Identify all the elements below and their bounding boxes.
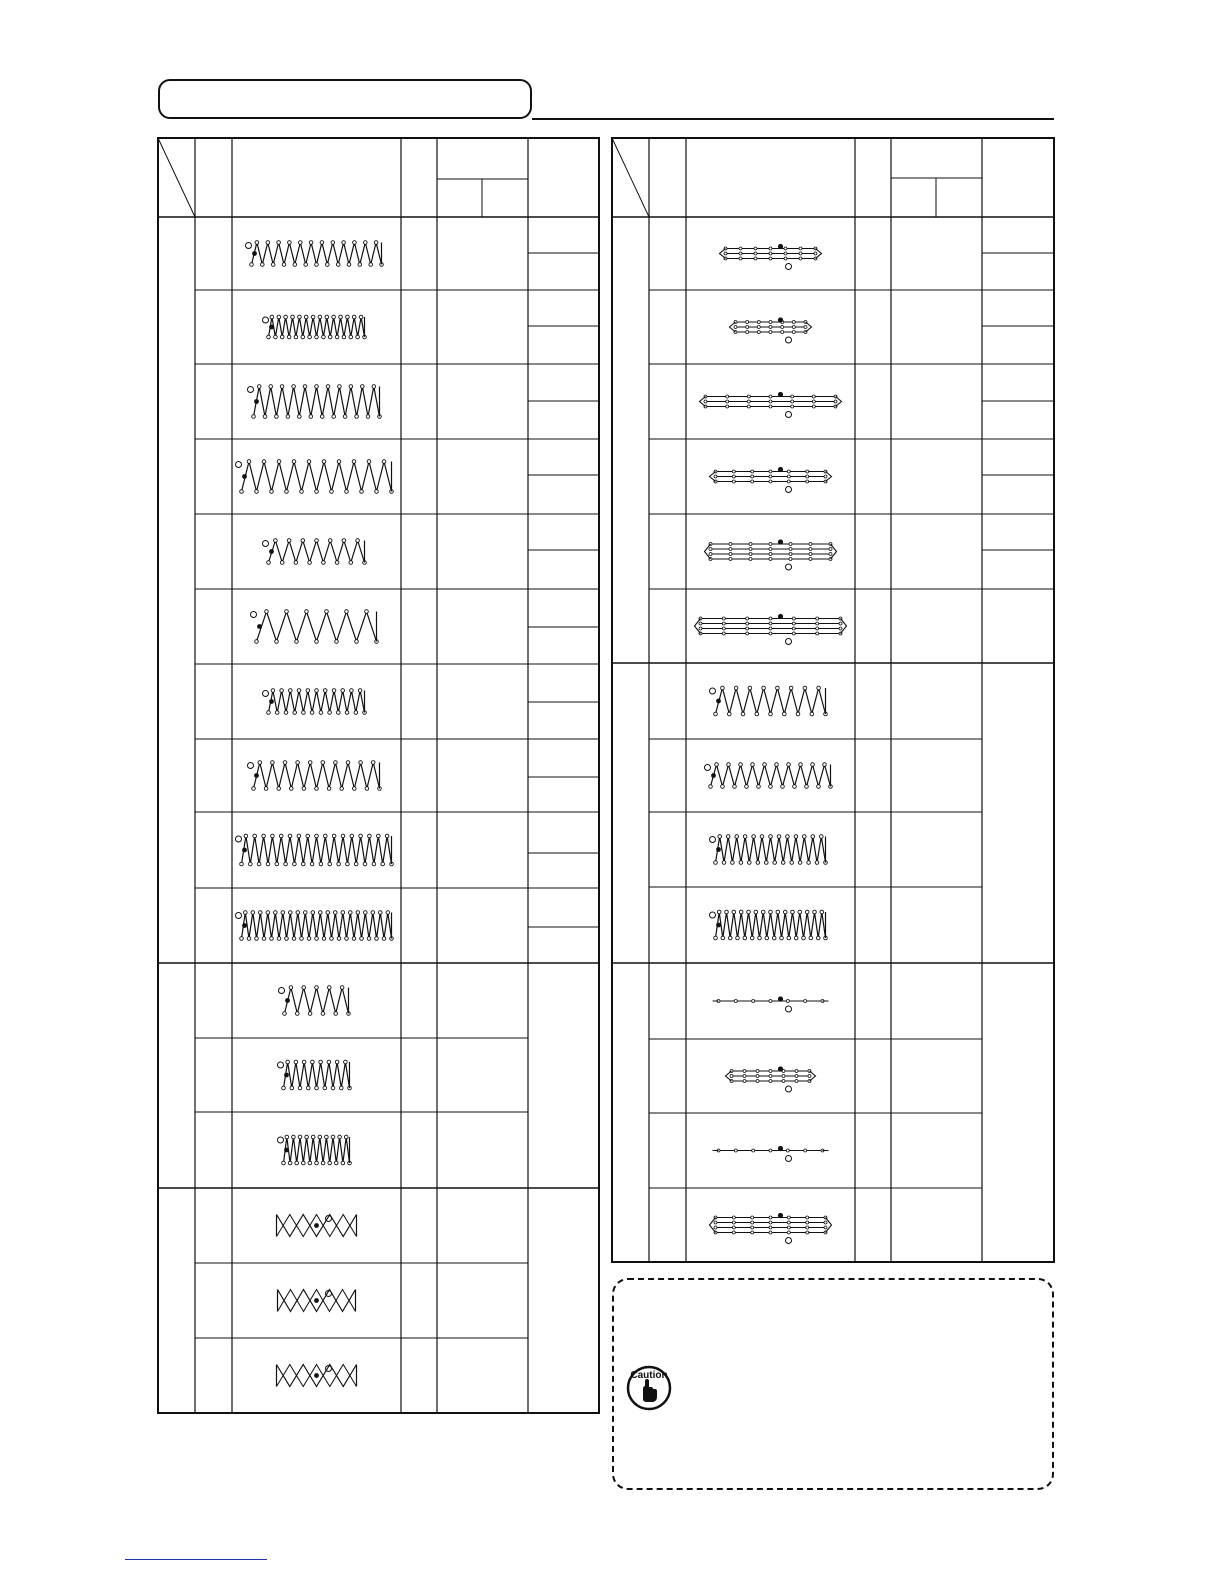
stitch-pattern-right-4 <box>710 467 832 493</box>
stitch-pattern-right-7 <box>710 686 828 716</box>
stitch-pattern-left-14 <box>277 1215 357 1237</box>
left-header-diagonal <box>158 138 195 217</box>
stitch-pattern-right-14 <box>710 1213 832 1244</box>
footer-link-underline[interactable] <box>125 1559 267 1560</box>
stitch-pattern-right-3 <box>700 392 842 418</box>
left-table-frame <box>158 138 599 1413</box>
stitch-pattern-left-11 <box>279 986 351 1016</box>
stitch-pattern-right-8 <box>705 763 833 789</box>
stitch-pattern-right-5 <box>705 539 837 570</box>
stitch-pattern-left-5 <box>263 539 367 565</box>
stitch-pattern-left-4 <box>236 460 394 494</box>
stitch-pattern-right-11 <box>713 996 829 1012</box>
stitch-pattern-left-13 <box>278 1135 352 1165</box>
right-table-frame <box>612 138 1054 1262</box>
stitch-pattern-right-1 <box>720 244 822 270</box>
stitch-pattern-left-2 <box>263 315 367 339</box>
left-pattern-table <box>158 138 599 1413</box>
stitch-pattern-left-10 <box>236 911 394 941</box>
stitch-pattern-left-8 <box>248 761 382 791</box>
stitch-pattern-right-10 <box>710 910 828 940</box>
stitch-pattern-left-7 <box>263 689 367 715</box>
caution-hand-icon <box>626 1365 672 1411</box>
stitch-pattern-left-6 <box>251 610 379 644</box>
stitch-pattern-left-12 <box>278 1060 352 1090</box>
right-header-diagonal <box>612 138 649 217</box>
caution-icon-label: Caution <box>630 1370 668 1381</box>
stitch-pattern-right-9 <box>710 835 828 865</box>
stitch-pattern-right-12 <box>726 1066 816 1092</box>
stitch-pattern-left-3 <box>248 385 382 419</box>
stitch-pattern-right-13 <box>713 1146 829 1162</box>
stitch-pattern-left-16 <box>277 1365 357 1387</box>
right-pattern-table <box>612 138 1054 1262</box>
caution-box <box>612 1278 1054 1490</box>
stitch-pattern-left-15 <box>278 1290 356 1312</box>
stitch-pattern-right-6 <box>695 614 847 645</box>
stitch-pattern-right-2 <box>730 317 812 343</box>
stitch-pattern-left-1 <box>246 241 384 267</box>
stitch-pattern-left-9 <box>236 834 394 866</box>
